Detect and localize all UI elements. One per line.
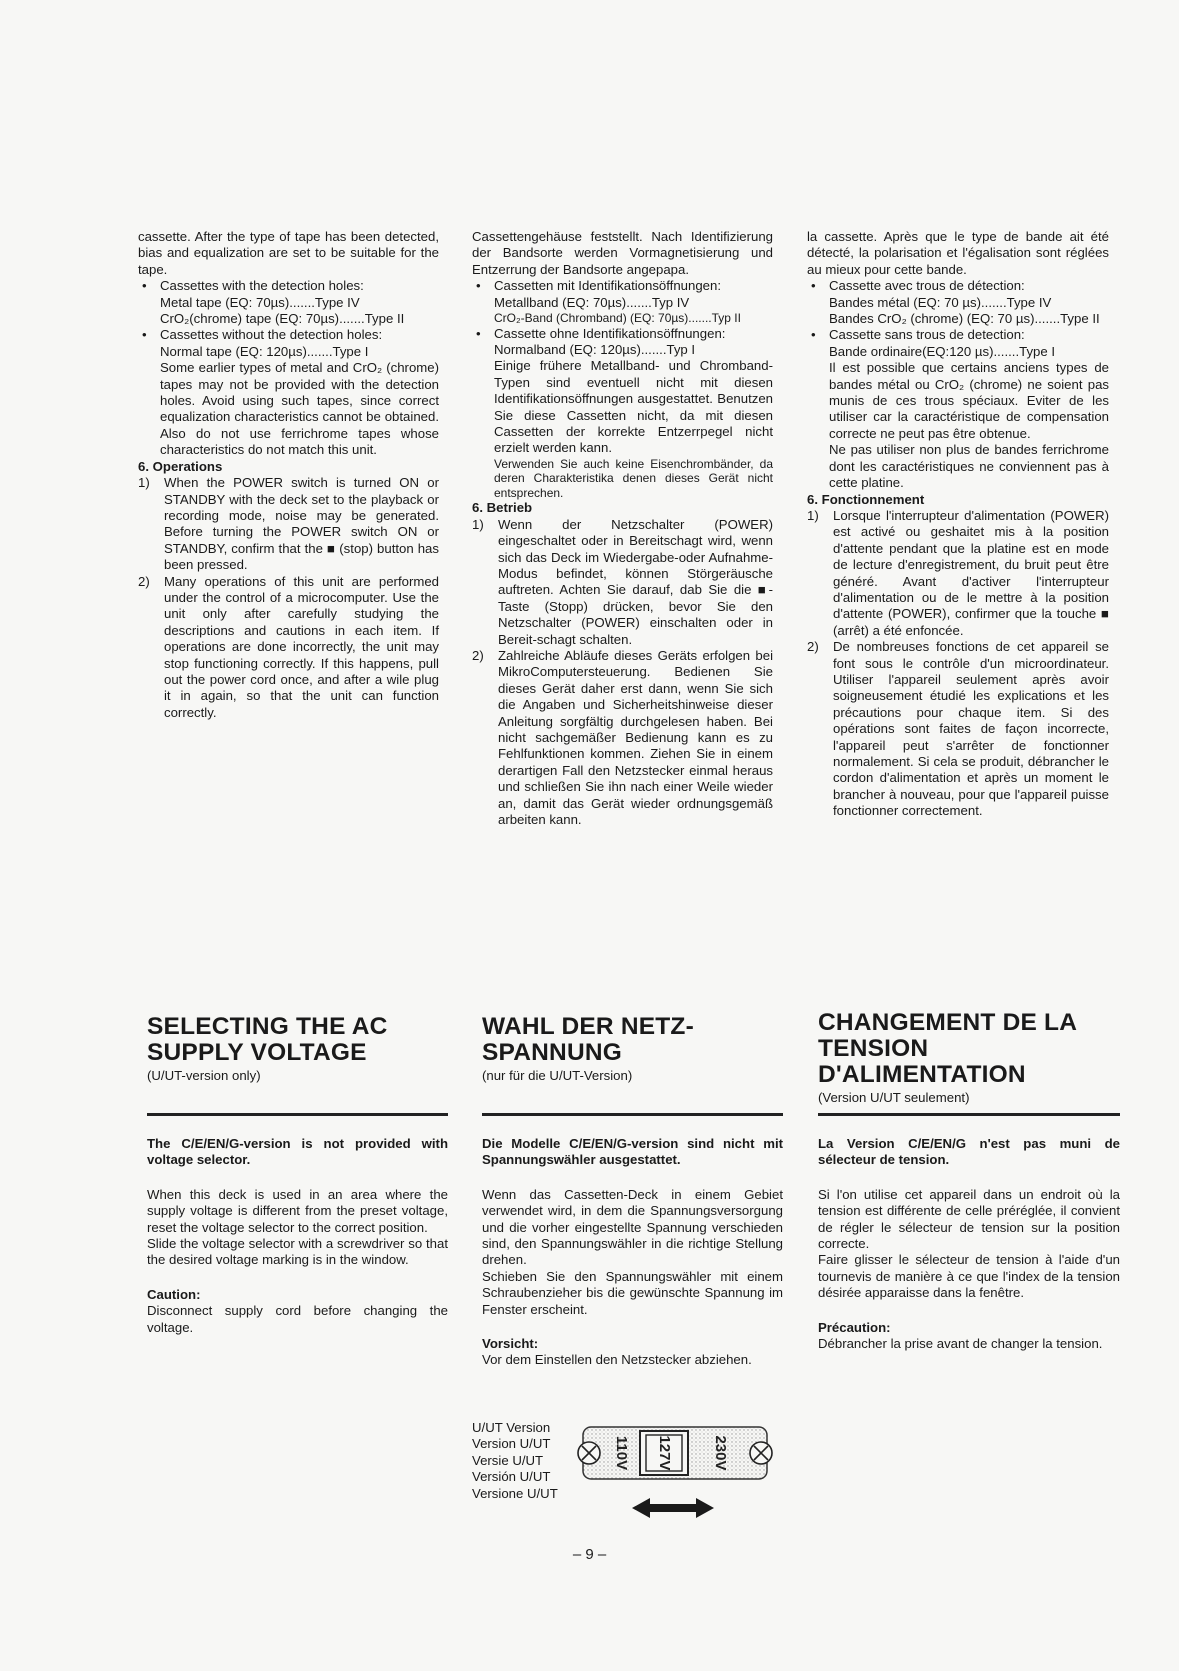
heading-english [147, 1014, 388, 1083]
body-english: The C/E/EN/G-version is not provided with voltage selector. When this deck is used in an area where the supply voltage is different from the preset voltage, reset the voltage selector to the correct position. Slide the voltage selector with a screwdriver so that the desired voltage marking is in the window. Caution: Disconnect supply cord before changing the voltage. [147, 1136, 448, 1335]
intro-text: la cassette. Après que le type de bande ait été détecté, la polarisation et l'égalisation sont réglées au mieux pour cette bande. [807, 229, 1109, 277]
voltage-127-label: 127V [656, 1435, 674, 1471]
list-item: • Cassettes with the detection holes: Metal tape (EQ: 70µs).......Type IV CrO₂(chrome) tape (EQ: 70µs).......Type II [138, 278, 439, 327]
subtitle: (nur für die U/UT-Version) [482, 1068, 633, 1083]
voltage-selector-figure [575, 1421, 775, 1485]
page-title: D'ALIMENTATION [818, 1061, 1026, 1088]
divider [482, 1113, 783, 1116]
subtitle: (U/UT-version only) [147, 1068, 261, 1083]
list-item: • Cassette sans trous de detection: Bande ordinaire(EQ:120 µs).......Type I Il est possible que certains anciens types de bandes métal ou CrO₂ (chrome) ne soient pas munis de ces trous spéciaux. Eviter de les utiliser car la caractéristique de compensation correcte ne peut pas être obtenue. Ne pas utiliser non plus de bandes ferrichrome dont les caractéristiques ne conviennent pas à cette platine. [807, 327, 1109, 491]
section-heading: 6. Fonctionnement [807, 491, 925, 507]
version-labels: U/UT Version Version U/UT Versie U/UT Versión U/UT Versione U/UT [472, 1420, 558, 1501]
page-title: SPANNUNG [482, 1039, 622, 1066]
cassette-list [807, 278, 1109, 491]
section-heading: 6. Betrieb [472, 500, 533, 516]
heading-german [482, 1014, 694, 1083]
section-heading: 6. Operations [138, 458, 223, 474]
page-title: TENSION [818, 1035, 929, 1062]
heading-french [818, 1010, 1077, 1105]
caution-heading: Précaution: [818, 1319, 891, 1335]
page-number: – 9 – [572, 1546, 607, 1563]
numbered-item: 2) Zahlreiche Abläufe dieses Geräts erfolgen bei MikroComputersteuerung. Bedienen Sie dieses Gerät daher erst dann, wenn Sie sich die Angaben und Sicherheitshinweise dieser Anleitung sorgfältig durchgelesen haben. Bei nicht sachgemäßer Bedienung kann es zu Fehlfunktionen kommen. Ziehen Sie in einem derartigen Fall den Netzstecker einmal heraus und schließen Sie ihn nach einer Weile wieder an, damit das Gerät wieder ordnungsgemäß arbeiten kann. [472, 647, 773, 827]
lead-text: Die Modelle C/E/EN/G-version sind nicht mit Spannungswähler ausgestattet. [482, 1136, 783, 1168]
voltage-110-label: 110V [613, 1435, 631, 1471]
voltage-230-label: 230V [712, 1435, 730, 1471]
numbered-item: 1) Lorsque l'interrupteur d'alimentation (POWER) est activé ou geshaitet mis à la position d'attente pendant que la platine est en mode de lecture d'enregistrement, du bruit peut être généré. Avant d'activer l'interrupteur d'alimentation ou de le mettre à la position d'attente (POWER), confirmer que la touche ■ (arrêt) a été enfoncée. [807, 507, 1109, 638]
subtitle: (Version U/UT seulement) [818, 1090, 970, 1105]
caution-heading: Vorsicht: [482, 1336, 539, 1352]
body-french: La Version C/E/EN/G n'est pas muni de sélecteur de tension. Si l'on utilise cet appareil dans un endroit où la tension est différente de celle préréglée, il convient de régler le sélecteur de tension sur la position correcte. Faire glisser le sélecteur de tension à l'aide d'un tournevis de manière à ce que l'index de la tension désirée apparaisse dans la fenêtre. Précaution: Débrancher la prise avant de changer la tension. [818, 1136, 1120, 1352]
intro-text: cassette. After the type of tape has been detected, bias and equalization are set to be suitable for the tape. [138, 229, 439, 277]
intro-text: Cassettengehäuse feststellt. Nach Identifizierung der Bandsorte werden Vormagnetisierung und Entzerrung der Bandsorte angepapa. [472, 229, 773, 277]
screw-left-icon [578, 1442, 600, 1464]
page-title: CHANGEMENT DE LA [818, 1009, 1078, 1036]
list-item: • Cassette avec trous de détection: Bandes métal (EQ: 70 µs).......Type IV Bandes CrO₂ (chrome) (EQ: 70 µs).......Type II [807, 278, 1109, 327]
body-german: Die Modelle C/E/EN/G-version sind nicht mit Spannungswähler ausgestattet. Wenn das Cassetten-Deck in einem Gebiet verwendet wird, in dem die Spannungsversorgung und die vorher eingestellte Spannung verschieden sind, den Spannungswähler in die richtige Stellung drehen. Schieben Sie den Spannungswähler mit einem Schraubenzieher bis die gewünschte Spannung im Fenster erscheint. Vorsicht: Vor dem Einstellen den Netzstecker abziehen. [482, 1136, 783, 1368]
column-french [807, 229, 1109, 820]
double-arrow-icon [632, 1497, 714, 1519]
divider [147, 1113, 448, 1116]
cassette-list [138, 278, 439, 458]
column-english [138, 229, 439, 721]
list-item: • Cassettes without the detection holes: Normal tape (EQ: 120µs).......Type I Some earlier types of metal and CrO₂ (chrome) tapes may not be provided with the detection holes. Avoid using such tapes, since correct equalization characteristics cannot be obtained. Also do not use ferrichrome tapes whose characteristics do not match this unit. [138, 327, 439, 458]
list-item: • Cassette ohne Identifikationsöffnungen: Normalband (EQ: 120µs).......Typ I Einige frühere Metallband- und Chromband-Typen sind eventuell nicht mit diesen Identifikationsöffnungen ausgestattet. Benutzen Sie diese Cassetten nicht, da mit diesen Cassetten der korrekte Entzerrpegel nicht erzielt werden kann. Verwenden Sie auch keine Eisenchrombänder, da deren Charakteristika denen dieses Gerät nicht entsprechen. [472, 326, 773, 501]
page-title: WAHL DER NETZ- [482, 1013, 694, 1040]
numbered-item: 1) Wenn der Netzschalter (POWER) eingeschaltet oder in Bereitschagt wird, wenn sich das Deck im Wiedergabe-oder Aufnahme-Modus befindet, können Störgeräusche auftreten. Achten Sie darauf, dab Sie die ■-Taste (Stopp) drücken, bevor Sie den Netzschalter (POWER) einschalten oder in Bereit-schagt schalten. [472, 516, 773, 647]
lead-text: The C/E/EN/G-version is not provided with voltage selector. [147, 1136, 448, 1168]
page-title: SUPPLY VOLTAGE [147, 1039, 367, 1066]
numbered-item: 2) Many operations of this unit are performed under the control of a microcomputer. Use the unit only after carefully studying the descriptions and cautions in each item. If operations are done incorrectly, the unit may stop functioning correctly. If this happens, pull out the power cord once, and after a wile plug it in again, so that the unit can function correctly. [138, 573, 439, 720]
list-item: • Cassetten mit Identifikationsöffnungen: Metallband (EQ: 70µs).......Typ IV CrO₂-Band (Chromband) (EQ: 70µs).......Typ II [472, 278, 773, 325]
numbered-item: 1) When the POWER switch is turned ON or STANDBY with the deck set to the playback or recording mode, noise may be generated. Before turning the POWER switch ON or STANDBY, confirm that the ■ (stop) button has been pressed. [138, 475, 439, 573]
page-title: SELECTING THE AC [147, 1013, 388, 1040]
column-german [472, 229, 773, 828]
numbered-item: 2) De nombreuses fonctions de cet appareil se font sous le contrôle d'un microordinateur. Utiliser l'appareil seulement après avoir soigneusement étudié les explications et les précautions pour chaque item. Si des opérations sont faites de façon incorrecte, l'appareil peut s'arrêter de fonctionner normalement. Si cela se produit, débrancher le cordon d'alimentation et après un moment le brancher à nouveau, pour que l'appareil puisse fonctionner correctement. [807, 639, 1109, 819]
divider [818, 1113, 1120, 1116]
screw-right-icon [750, 1442, 772, 1464]
lead-text: La Version C/E/EN/G n'est pas muni de sélecteur de tension. [818, 1136, 1120, 1168]
caution-heading: Caution: [147, 1286, 201, 1302]
cassette-list [472, 278, 773, 500]
